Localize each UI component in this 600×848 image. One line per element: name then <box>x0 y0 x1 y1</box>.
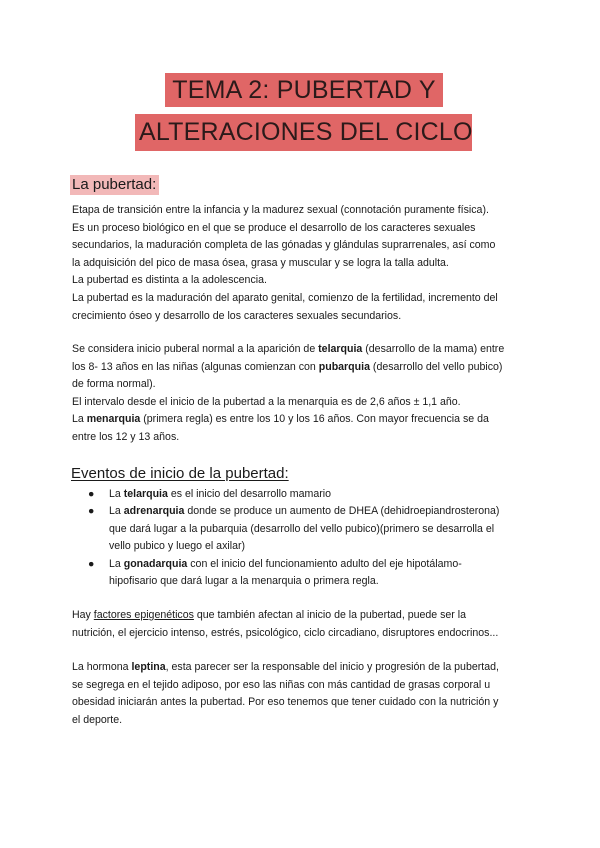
text-line: Se considera inicio puberal normal a la aparición de telarquia (desarrollo de la mama) entre <box>72 343 505 355</box>
text-line: el deporte. <box>72 713 123 726</box>
bullet-icon: ● <box>88 557 95 570</box>
list-item: ● La adrenarquia donde se produce un aumento de DHEA (dehidroepiandrosterona) que dará lugar a la pubarquia (desarrollo del vello pubico)(primero se desarrolla el vello pubico y luego el axilar) <box>88 505 500 553</box>
text-line: La pubertad es la maduración del aparato genital, comienzo de la fertilidad, incremento del <box>72 291 498 304</box>
term-pubarquia: pubarquia <box>318 360 370 373</box>
text-line: La menarquia (primera regla) es entre los 10 y los 16 años. Con mayor frecuencia se da <box>72 413 489 426</box>
text-line: Hay factores epigenéticos que también afectan al inicio de la pubertad, puede ser la <box>72 609 467 621</box>
bullet-list <box>88 486 548 590</box>
text-line: entre los 12 y 13 años. <box>72 430 180 443</box>
text-line: secundarios, la maduración completa de las gónadas y glándulas suprarrenales, así como <box>72 239 496 252</box>
paragraph-definicion <box>72 202 542 325</box>
text-line: se segrega en el tejido adiposo, por eso las niñas con más cantidad de grasas corporal u <box>72 678 491 691</box>
bullet-icon: ● <box>88 488 95 500</box>
text-line: Etapa de transición entre la infancia y la madurez sexual (connotación puramente física). <box>72 204 489 216</box>
text-line: obesidad iniciarán antes la pubertad. Por eso tenemos que tener cuidado con la nutrición y <box>72 696 499 709</box>
text-line: Es un proceso biológico en el que se produce el desarrollo de los caracteres sexuales <box>72 221 476 234</box>
text-line: la adquisición del pico de masa ósea, grasa y muscular y se logra la talla adulta. <box>72 256 449 269</box>
bullet-icon: ● <box>88 505 95 518</box>
text-line: La pubertad es distinta a la adolescencia. <box>72 274 267 287</box>
term-factores-epigeneticos: factores epigenéticos <box>93 609 194 621</box>
paragraph-factores <box>72 607 542 642</box>
title-line-2: ALTERACIONES DEL CICLO <box>135 114 472 151</box>
title-line-1: TEMA 2: PUBERTAD Y <box>165 73 443 107</box>
section-heading-pubertad: La pubertad: <box>70 175 159 195</box>
text-line: nutrición, el ejercicio intenso, estrés, psicológico, ciclo circadiano, disruptores endocrinos... <box>72 626 499 639</box>
text-line: los 8- 13 años en las niñas (algunas comienzan con pubarquia (desarrollo del vello pubico) <box>72 360 503 373</box>
section-heading-eventos: Eventos de inicio de la pubertad: <box>71 465 289 482</box>
text-line: La hormona leptina, esta parecer ser la responsable del inicio y progresión de la pubertad, <box>72 661 499 673</box>
paragraph-inicio-puberal <box>72 341 542 447</box>
text-line: de forma normal). <box>72 378 156 391</box>
list-item: ● La telarquia es el inicio del desarrollo mamario <box>88 486 548 503</box>
list-item: ● La gonadarquia con el inicio del funcionamiento adulto del eje hipotálamo- hipofisario que dará lugar a la menarquia o primera regla. <box>88 557 462 588</box>
text-line: El intervalo desde el inicio de la pubertad a la menarquia es de 2,6 años ± 1,1 año. <box>72 395 461 408</box>
term-menarquia: menarquia <box>86 413 141 426</box>
paragraph-leptina <box>72 659 542 729</box>
term-leptina: leptina <box>131 661 166 673</box>
term-telarquia: telarquia <box>318 343 363 355</box>
text-line: crecimiento óseo y desarrollo de los caracteres sexuales secundarios. <box>72 309 402 322</box>
